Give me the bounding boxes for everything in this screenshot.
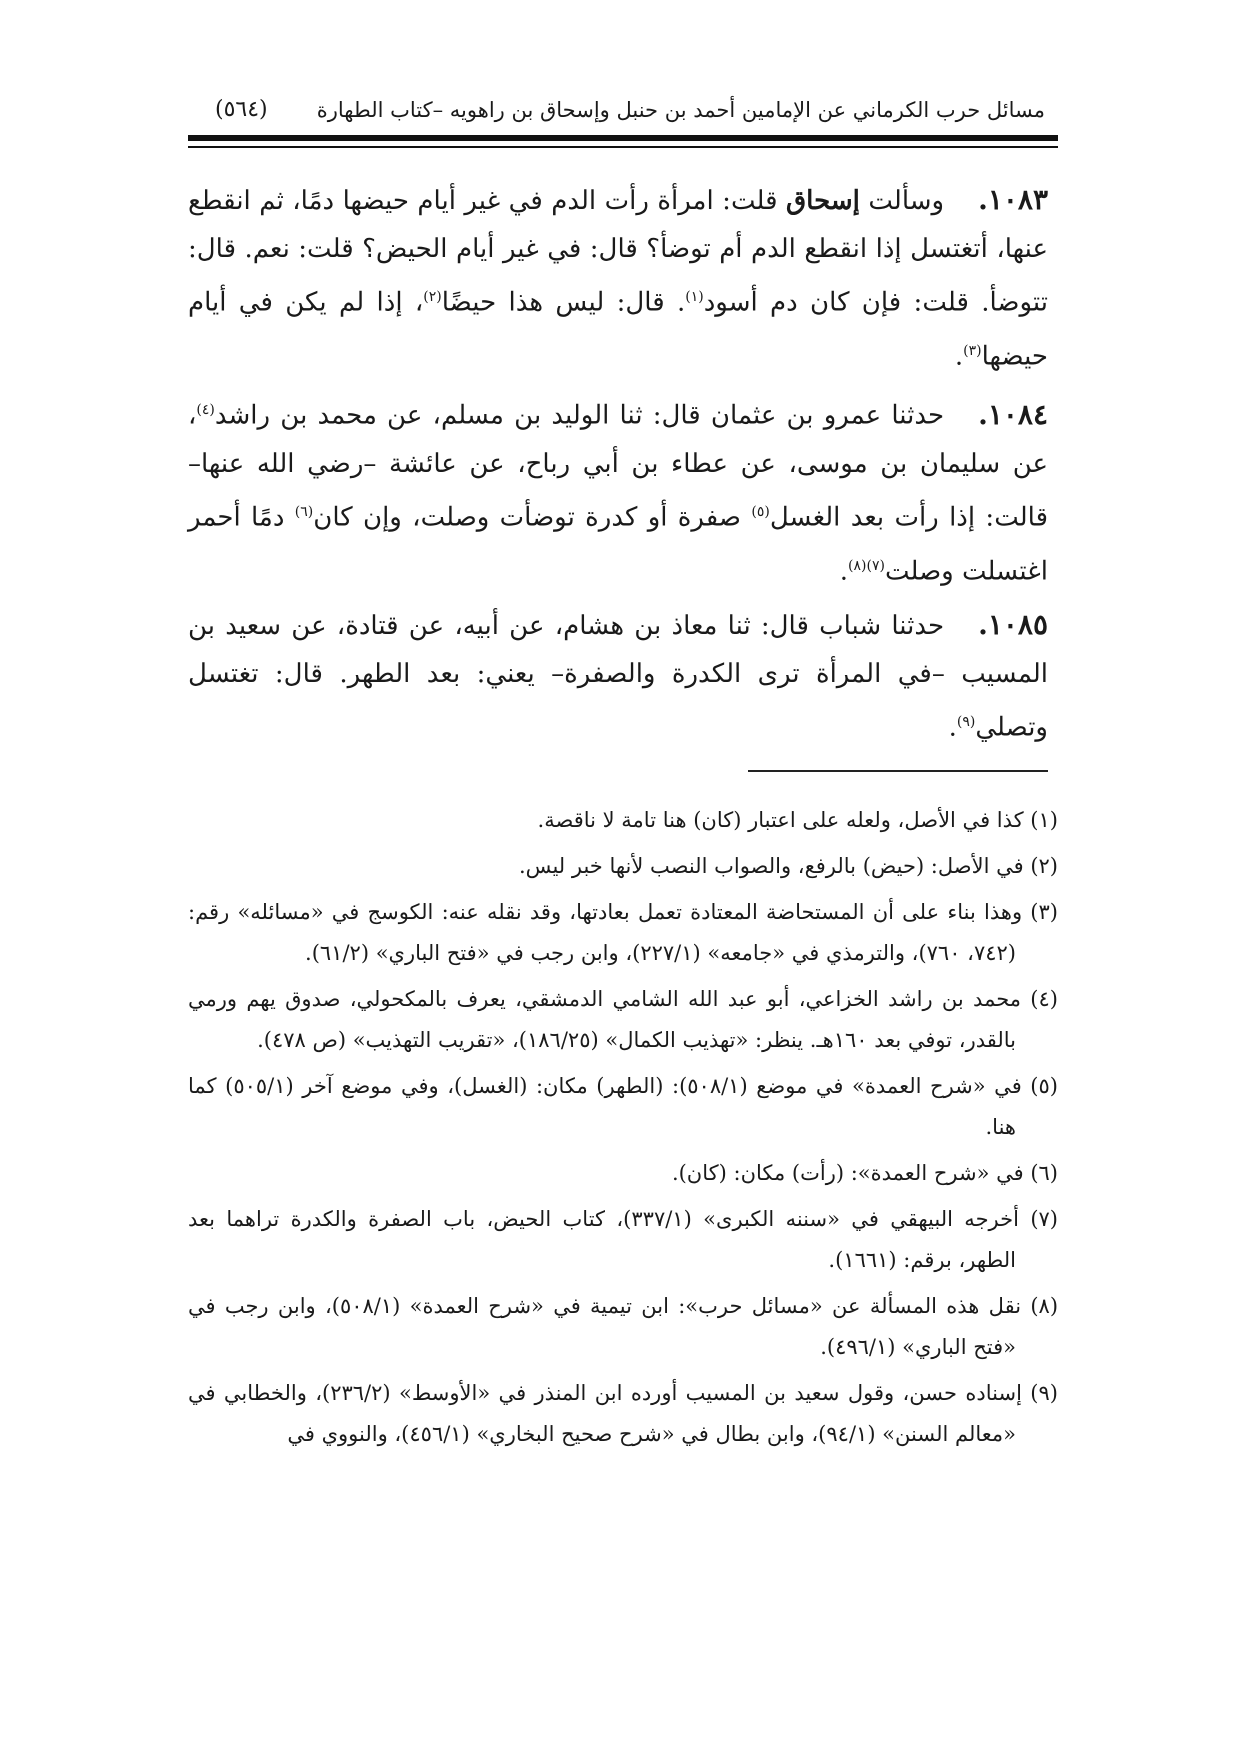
entry-text: دمًا أحمر اغتسلت وصلت [188, 502, 1048, 587]
running-header [215, 90, 1045, 130]
footnote-separator [748, 770, 1048, 772]
entry-number: ١٠٨٥. [978, 608, 1048, 642]
footnote: (٣) وهذا بناء على أن المستحاضة المعتادة تعمل بعادتها، وقد نقله عنه: الكوسج في «مسائله» رقم: (٧٤٢، ٧٦٠)، والترمذي في «جامعه» (٢٢٧/١)، وابن رجب في «فتح الباري» (٦١/٢). [188, 900, 1058, 965]
entry-text: . قال: ليس هذا حيضًا [441, 287, 686, 318]
footnote: (٤) محمد بن راشد الخزاعي، أبو عبد الله الشامي الدمشقي، يعرف بالمكحولي، صدوق يهم ورمي بالقدر، توفي بعد ١٦٠هـ. ينظر: «تهذيب الكمال» (١٨٦/٢٥)، «تقريب التهذيب» (ص ٤٧٨). [188, 987, 1058, 1052]
footnote-ref[interactable]: (١) [685, 289, 704, 305]
entry-text: . [954, 341, 964, 372]
book-title: مسائل حرب الكرماني عن الإمامين أحمد بن حنبل وإسحاق بن راهويه –كتاب الطهارة [316, 98, 1045, 122]
page-number: (٥٦٤) [215, 97, 268, 122]
main-text [188, 176, 1048, 758]
entry-text: . [948, 712, 957, 743]
footnote: (٢) في الأصل: (حيض) بالرفع، والصواب النصب لأنها خبر ليس. [519, 854, 1058, 878]
footnote-ref[interactable]: (٤) [196, 402, 215, 419]
footnote: (٩) إسناده حسن، وقول سعيد بن المسيب أورده ابن المنذر في «الأوسط» (٢٣٦/٢)، والخطابي في «معالم السنن» (٩٤/١)، وابن بطال في «شرح صحيح البخاري» (٤٥٦/١)، والنووي في [188, 1381, 1058, 1446]
entry-1083 [188, 176, 1048, 380]
header-rule-thin [188, 146, 1058, 148]
header-rule-thick [188, 135, 1058, 141]
entry-text: قلت: امرأة رأت الدم في غير أيام حيضها دمًا، ثم انقطع عنها، أتغتسل إذا انقطع الدم أم توضأ؟ قال: في غير أيام الحيض؟ قلت: نعم. قال: تتوضأ. قلت: فإن كان دم أسود [188, 186, 1048, 318]
narrator-name: إسحاق [786, 186, 860, 216]
entry-text: . [839, 556, 849, 587]
entry-text: صفرة أو كدرة توضأت وصلت، وإن كان [313, 502, 752, 533]
entry-text: ، عن سليمان بن موسى، عن عطاء بن أبي رباح، عن عائشة –رضي الله عنها– قالت: إذا رأت بعد الغسل [188, 400, 1048, 533]
entry-text: وسألت [859, 186, 945, 216]
footnote-ref[interactable]: (٥) [751, 503, 770, 520]
footnote-ref[interactable]: (٧)(٨) [848, 557, 885, 574]
footnote: (٥) في «شرح العمدة» في موضع (٥٠٨/١): (الطهر) مكان: (الغسل)، وفي موضع آخر (٥٠٥/١) كما هنا. [188, 1074, 1058, 1139]
footnote-ref[interactable]: (٢) [423, 289, 442, 305]
footnote: (٨) نقل هذه المسألة عن «مسائل حرب»: ابن تيمية في «شرح العمدة» (٥٠٨/١)، وابن رجب في «فتح الباري» (٤٩٦/١). [188, 1294, 1059, 1359]
footnote-ref[interactable]: (٦) [294, 503, 314, 520]
footnotes [188, 800, 1058, 1460]
entry-text: ، إذا لم يكن في أيام حيضها [188, 287, 1048, 372]
footnote-ref[interactable]: (٣) [963, 342, 982, 359]
entry-text: حدثنا عمرو بن عثمان قال: ثنا الوليد بن مسلم، عن محمد بن راشد [214, 400, 945, 431]
entry-1084 [188, 386, 1048, 595]
footnote: (٧) أخرجه البيهقي في «سننه الكبرى» (٣٣٧/١)، كتاب الحيض، باب الصفرة والكدرة تراهما بعد الطهر، برقم: (١٦٦١). [188, 1207, 1058, 1272]
footnote-ref[interactable]: (٩) [956, 714, 976, 731]
entry-text: حدثنا شباب قال: ثنا معاذ بن هشام، عن أبيه، عن قتادة، عن سعيد بن المسيب –في المرأة ترى الكدرة والصفرة– يعني: بعد الطهر. قال: تغتسل وتصلي [188, 611, 1048, 743]
entry-number: ١٠٨٣. [978, 183, 1048, 216]
entry-number: ١٠٨٤. [978, 397, 1048, 431]
footnote: (٦) في «شرح العمدة»: (رأت) مكان: (كان). [671, 1161, 1058, 1185]
entry-1085 [188, 601, 1048, 752]
footnote: (١) كذا في الأصل، ولعله على اعتبار (كان) هنا تامة لا ناقصة. [537, 808, 1058, 832]
